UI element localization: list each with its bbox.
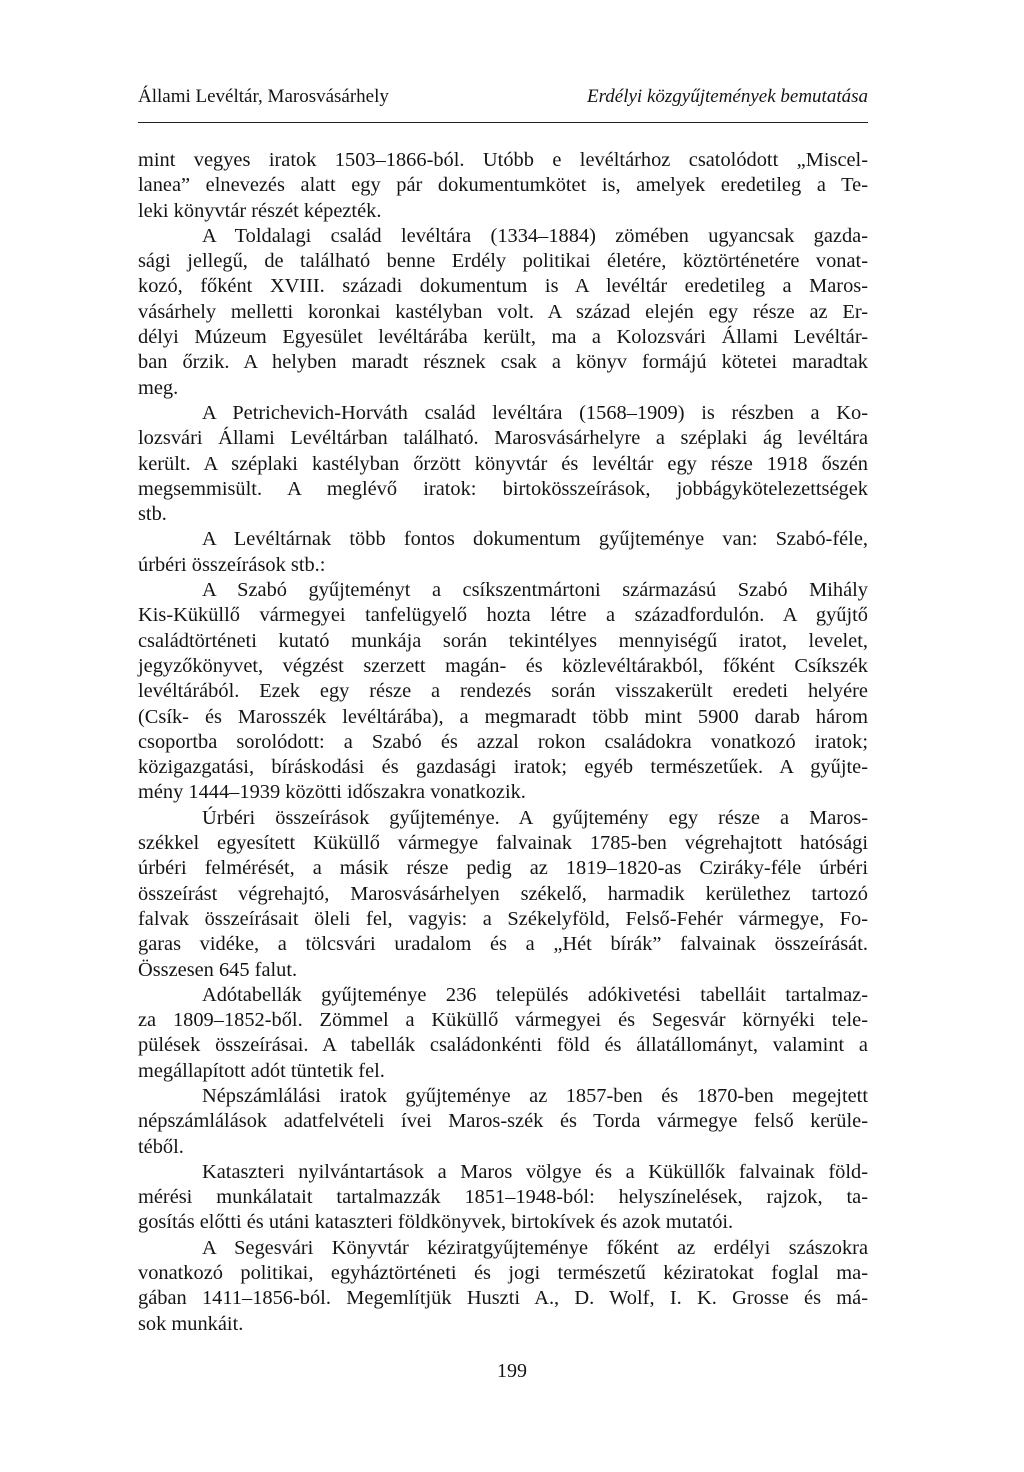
text-line: (Csík- és Marosszék levéltárába), a megmaradt több mint 5900 darab három bbox=[138, 705, 868, 728]
text-line: stb. bbox=[138, 503, 167, 526]
text-line: Adótabellák gyűjteménye 236 település adókivetési tabelláit tartalmaz- bbox=[202, 983, 868, 1006]
text-line: mérési munkálatait tartalmazzák 1851–1948-ból: helyszínelések, rajzok, ta- bbox=[138, 1186, 868, 1209]
text-line: A Szabó gyűjteményt a csíkszentmártoni származású Szabó Mihály bbox=[202, 579, 868, 602]
text-line: pülések összeírásai. A tabellák családonkénti föld és állatállományt, valamint a bbox=[138, 1034, 868, 1057]
text-line: úrbéri felmérését, a másik része pedig az 1819–1820-as Cziráky-féle úrbéri bbox=[138, 857, 868, 880]
text-line: vásárhely melletti koronkai kastélyban volt. A század elején egy része az Er- bbox=[138, 300, 868, 323]
body-text bbox=[138, 148, 868, 1337]
text-line: vonatkozó politikai, egyháztörténeti és jogi természetű kéziratokat foglal ma- bbox=[138, 1262, 868, 1285]
text-line: székkel egyesített Küküllő vármegye falvainak 1785-ben végrehajtott hatósági bbox=[138, 832, 868, 855]
header-rule bbox=[138, 122, 868, 123]
header-series-title: Erdélyi közgyűjtemények bemutatása bbox=[586, 86, 868, 107]
text-line: téből. bbox=[138, 1135, 184, 1158]
text-line: került. A széplaki kastélyban őrzött könyvtár és levéltár egy része 1918 őszén bbox=[138, 452, 868, 475]
text-line: kozó, főként XVIII. századi dokumentum is A levéltár eredetileg a Maros- bbox=[138, 275, 868, 298]
text-line: Kataszteri nyilvántartások a Maros völgye és a Küküllők falvainak föld- bbox=[202, 1160, 868, 1183]
text-line: családtörténeti kutató munkája során tekintélyes mennyiségű iratot, levelet, bbox=[138, 629, 868, 652]
page-number: 199 bbox=[497, 1360, 527, 1382]
text-line: Kis-Küküllő vármegyei tanfelügyelő hozta létre a századfordulón. A gyűjtő bbox=[138, 604, 868, 627]
text-line: sok munkáit. bbox=[138, 1312, 244, 1335]
text-line: közigazgatási, bíráskodási és gazdasági iratok; egyéb természetűek. A gyűjte- bbox=[138, 756, 868, 779]
text-line: megállapított adót tüntetik fel. bbox=[138, 1059, 385, 1082]
header-archive-name: Állami Levéltár, Marosvásárhely bbox=[138, 86, 389, 107]
text-line: garas vidéke, a tölcsvári uradalom és a „Hét bírák” falvainak összeírását. bbox=[138, 933, 868, 956]
text-line: népszámlálások adatfelvételi ívei Maros-szék és Torda vármegye felső kerüle- bbox=[138, 1110, 868, 1133]
text-line: délyi Múzeum Egyesület levéltárába került, ma a Kolozsvári Állami Levéltár- bbox=[138, 326, 868, 349]
text-line: falvak összeírásait öleli fel, vagyis: a Székelyföld, Felső-Fehér vármegye, Fo- bbox=[138, 907, 868, 930]
text-line: za 1809–1852-ből. Zömmel a Küküllő vármegyei és Segesvár környéki tele- bbox=[138, 1009, 868, 1032]
text-line: csoportba sorolódott: a Szabó és azzal rokon családokra vonatkozó iratok; bbox=[138, 730, 868, 753]
text-line: úrbéri összeírások stb.: bbox=[138, 553, 326, 576]
text-line: A Toldalagi család levéltára (1334–1884) zömében ugyancsak gazda- bbox=[202, 224, 868, 247]
text-line: Úrbéri összeírások gyűjteménye. A gyűjtemény egy része a Maros- bbox=[202, 806, 868, 829]
text-line: sági jellegű, de található benne Erdély politikai életére, köztörténetére vonat- bbox=[138, 250, 868, 273]
text-line: gosítás előtti és utáni kataszteri földkönyvek, birtokívek és azok mutatói. bbox=[138, 1211, 734, 1234]
text-line: leki könyvtár részét képezték. bbox=[138, 199, 382, 222]
text-line: jegyzőkönyvet, végzést szerzett magán- és közlevéltárakból, főként Csíkszék bbox=[138, 654, 868, 677]
text-line: ban őrzik. A helyben maradt résznek csak a könyv formájú kötetei maradtak bbox=[138, 351, 868, 374]
text-line: A Segesvári Könyvtár kéziratgyűjteménye főként az erdélyi szászokra bbox=[202, 1236, 868, 1259]
text-line: mény 1444–1939 közötti időszakra vonatkozik. bbox=[138, 781, 526, 804]
text-line: mint vegyes iratok 1503–1866-ból. Utóbb e levéltárhoz csatolódott „Miscel- bbox=[138, 149, 868, 171]
running-header bbox=[138, 86, 868, 114]
text-line: A Levéltárnak több fontos dokumentum gyűjteménye van: Szabó-féle, bbox=[202, 528, 868, 551]
text-line: lozsvári Állami Levéltárban található. Marosvásárhelyre a széplaki ág levéltára bbox=[138, 427, 868, 450]
text-line: Összesen 645 falut. bbox=[138, 958, 298, 981]
text-line: meg. bbox=[138, 376, 179, 399]
text-line: megsemmisült. A meglévő iratok: birtokösszeírások, jobbágykötelezettségek bbox=[138, 477, 868, 500]
text-line: levéltárából. Ezek egy része a rendezés során visszakerült eredeti helyére bbox=[138, 680, 868, 703]
text-line: lanea” elnevezés alatt egy pár dokumentumkötet is, amelyek eredetileg a Te- bbox=[138, 174, 868, 197]
text-line: összeírást végrehajtó, Marosvásárhelyen székelő, harmadik kerülethez tartozó bbox=[138, 882, 868, 905]
text-line: Népszámlálási iratok gyűjteménye az 1857-ben és 1870-ben megejtett bbox=[202, 1084, 868, 1107]
text-line: gában 1411–1856-ból. Megemlítjük Huszti A., D. Wolf, I. K. Grosse és má- bbox=[138, 1287, 868, 1310]
text-line: A Petrichevich-Horváth család levéltára (1568–1909) is részben a Ko- bbox=[202, 401, 868, 424]
